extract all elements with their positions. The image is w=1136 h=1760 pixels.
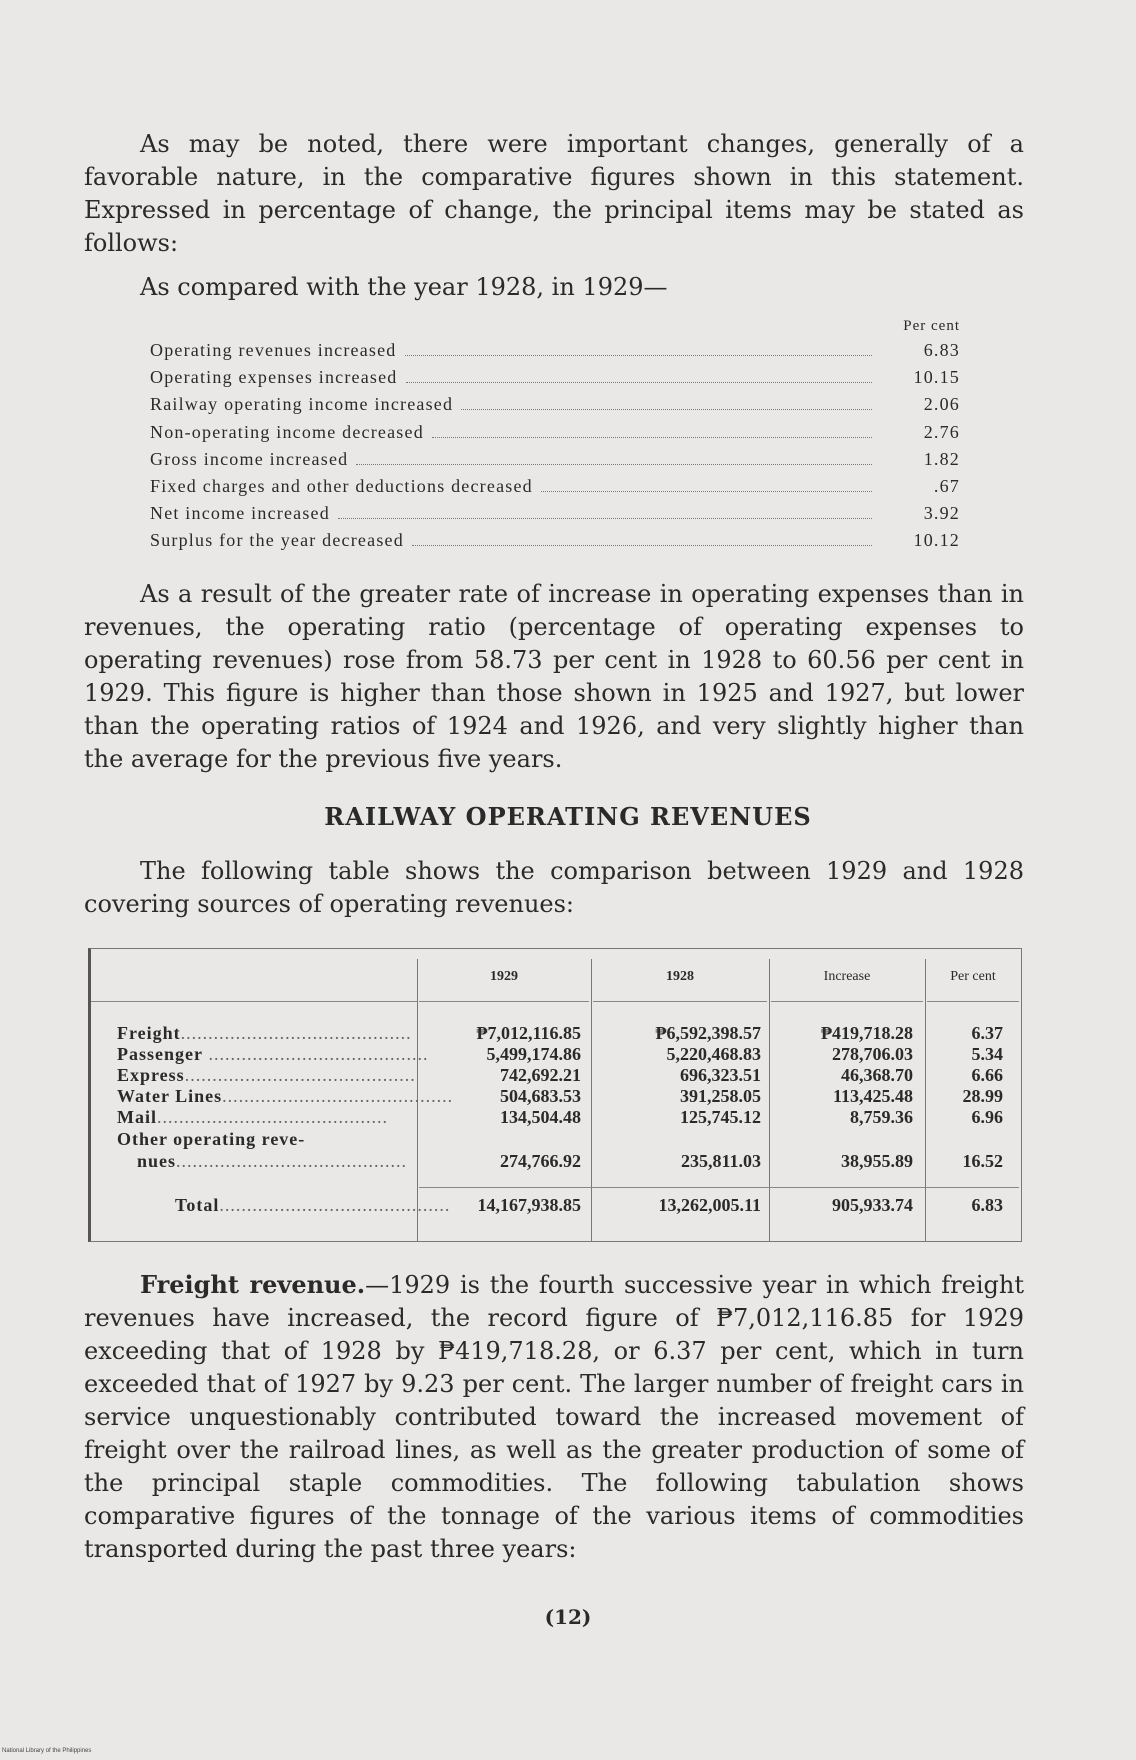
column-header-1928: 1928 [666, 969, 694, 984]
table-cell: 5,220,468.83 [666, 1044, 761, 1064]
table-cell: 274,766.92 [500, 1151, 581, 1171]
table-total-label: Total.......................................... [175, 1195, 451, 1215]
intro-paragraph: As may be noted, there were important changes, generally of a favorable nature, in the comparative figures shown in this statement. Expressed in percentage of change, the principal items may be stated as follows: [84, 130, 1024, 257]
percent-change-list [150, 318, 960, 558]
table-row-label: Passenger ........................................ [117, 1044, 429, 1064]
table-cell: 125,745.12 [680, 1107, 761, 1127]
table-cell: ₱7,012,116.85 [476, 1023, 581, 1043]
table-row-label: Other operating reve- [117, 1129, 306, 1149]
table-cell: 5.34 [971, 1044, 1003, 1064]
page-number: (12) [544, 1605, 592, 1629]
list-item: Non-operating income decreased 2.76 [150, 421, 960, 442]
column-header-per-cent: Per cent [950, 969, 996, 984]
table-cell: 28.99 [962, 1086, 1003, 1106]
table-cell: 8,759.36 [850, 1107, 913, 1127]
table-row-label: Water Lines.......................................... [117, 1086, 454, 1106]
table-cell: 134,504.48 [500, 1107, 581, 1127]
list-item: Surplus for the year decreased 10.12 [150, 530, 960, 551]
table-row-label: Freight.......................................... [117, 1023, 412, 1043]
list-item: Operating expenses increased 10.15 [150, 367, 960, 388]
table-cell: 6.37 [971, 1023, 1003, 1043]
comparison-heading: As compared with the year 1928, in 1929— [140, 273, 668, 301]
freight-revenue-lead: Freight revenue. [140, 1270, 366, 1299]
freight-revenue-text: —1929 is the fourth successive year in which freight revenues have increased, the record figure of ₱7,012,116.85 for 1929 exceeding that of 1928 by ₱419,718.28, or 6.37 per cent, which in turn exceeded that of 1927 by 9.23 per cent. The larger number of freight cars in service unquestionably contributed toward the increased movement of freight over the railroad lines, as well as the greater production of some of the principal staple commodities. The following tabulation shows comparative figures of the tonnage of the various items of commodities transported during the past three years: [84, 1271, 1024, 1563]
operating-ratio-paragraph: As a result of the greater rate of increase in operating expenses than in revenues, the operating ratio (percentage of operating expenses to operating revenues) rose from 58.73 per cent in 1928 to 60.56 per cent in 1929. This figure is higher than those shown in 1925 and 1927, but lower than the operating ratios of 1924 and 1926, and very slightly higher than the average for the previous five years. [84, 580, 1024, 773]
revenue-table [88, 948, 1022, 1242]
table-cell: 278,706.03 [832, 1044, 913, 1064]
list-item: Net income increased 3.92 [150, 503, 960, 524]
table-total-cell: 14,167,938.85 [477, 1195, 581, 1215]
list-item: Fixed charges and other deductions decreased .67 [150, 475, 960, 496]
table-cell: ₱6,592,398.57 [655, 1023, 761, 1043]
percent-column-header: Per cent [903, 318, 960, 334]
table-row-label: Express.......................................... [117, 1065, 416, 1085]
list-item: Operating revenues increased 6.83 [150, 340, 960, 360]
table-cell: 391,258.05 [680, 1086, 761, 1106]
table-cell: 16.52 [962, 1151, 1003, 1171]
table-cell: 696,323.51 [680, 1065, 761, 1085]
table-cell: 113,425.48 [832, 1086, 913, 1106]
table-cell: 6.96 [971, 1107, 1003, 1127]
table-cell: 5,499,174.86 [486, 1044, 581, 1064]
column-header-increase: Increase [823, 969, 871, 984]
table-total-cell: 13,262,005.11 [658, 1195, 761, 1215]
library-credit: National Library of the Philippines [2, 1748, 92, 1754]
freight-revenue-paragraph [84, 1268, 1024, 1566]
list-item: Gross income increased 1.82 [150, 448, 960, 469]
table-cell: 504,683.53 [500, 1086, 581, 1106]
table-cell: 742,692.21 [500, 1065, 581, 1085]
table-cell: 6.66 [971, 1065, 1003, 1085]
table-intro-paragraph: The following table shows the comparison between 1929 and 1928 covering sources of operating revenues: [84, 857, 1024, 918]
section-title: RAILWAY OPERATING REVENUES [324, 802, 812, 831]
list-item: Railway operating income increased 2.06 [150, 394, 960, 415]
table-row-label: nues.......................................... [137, 1151, 408, 1171]
table-cell: 38,955.89 [841, 1151, 913, 1171]
table-cell: 46,368.70 [841, 1065, 913, 1085]
column-header-1929: 1929 [490, 969, 518, 984]
table-total-cell: 6.83 [971, 1195, 1003, 1215]
table-cell: 235,811.03 [680, 1151, 761, 1171]
table-total-cell: 905,933.74 [832, 1195, 913, 1215]
table-row-label: Mail.......................................... [117, 1107, 388, 1127]
table-cell: ₱419,718.28 [821, 1023, 913, 1043]
